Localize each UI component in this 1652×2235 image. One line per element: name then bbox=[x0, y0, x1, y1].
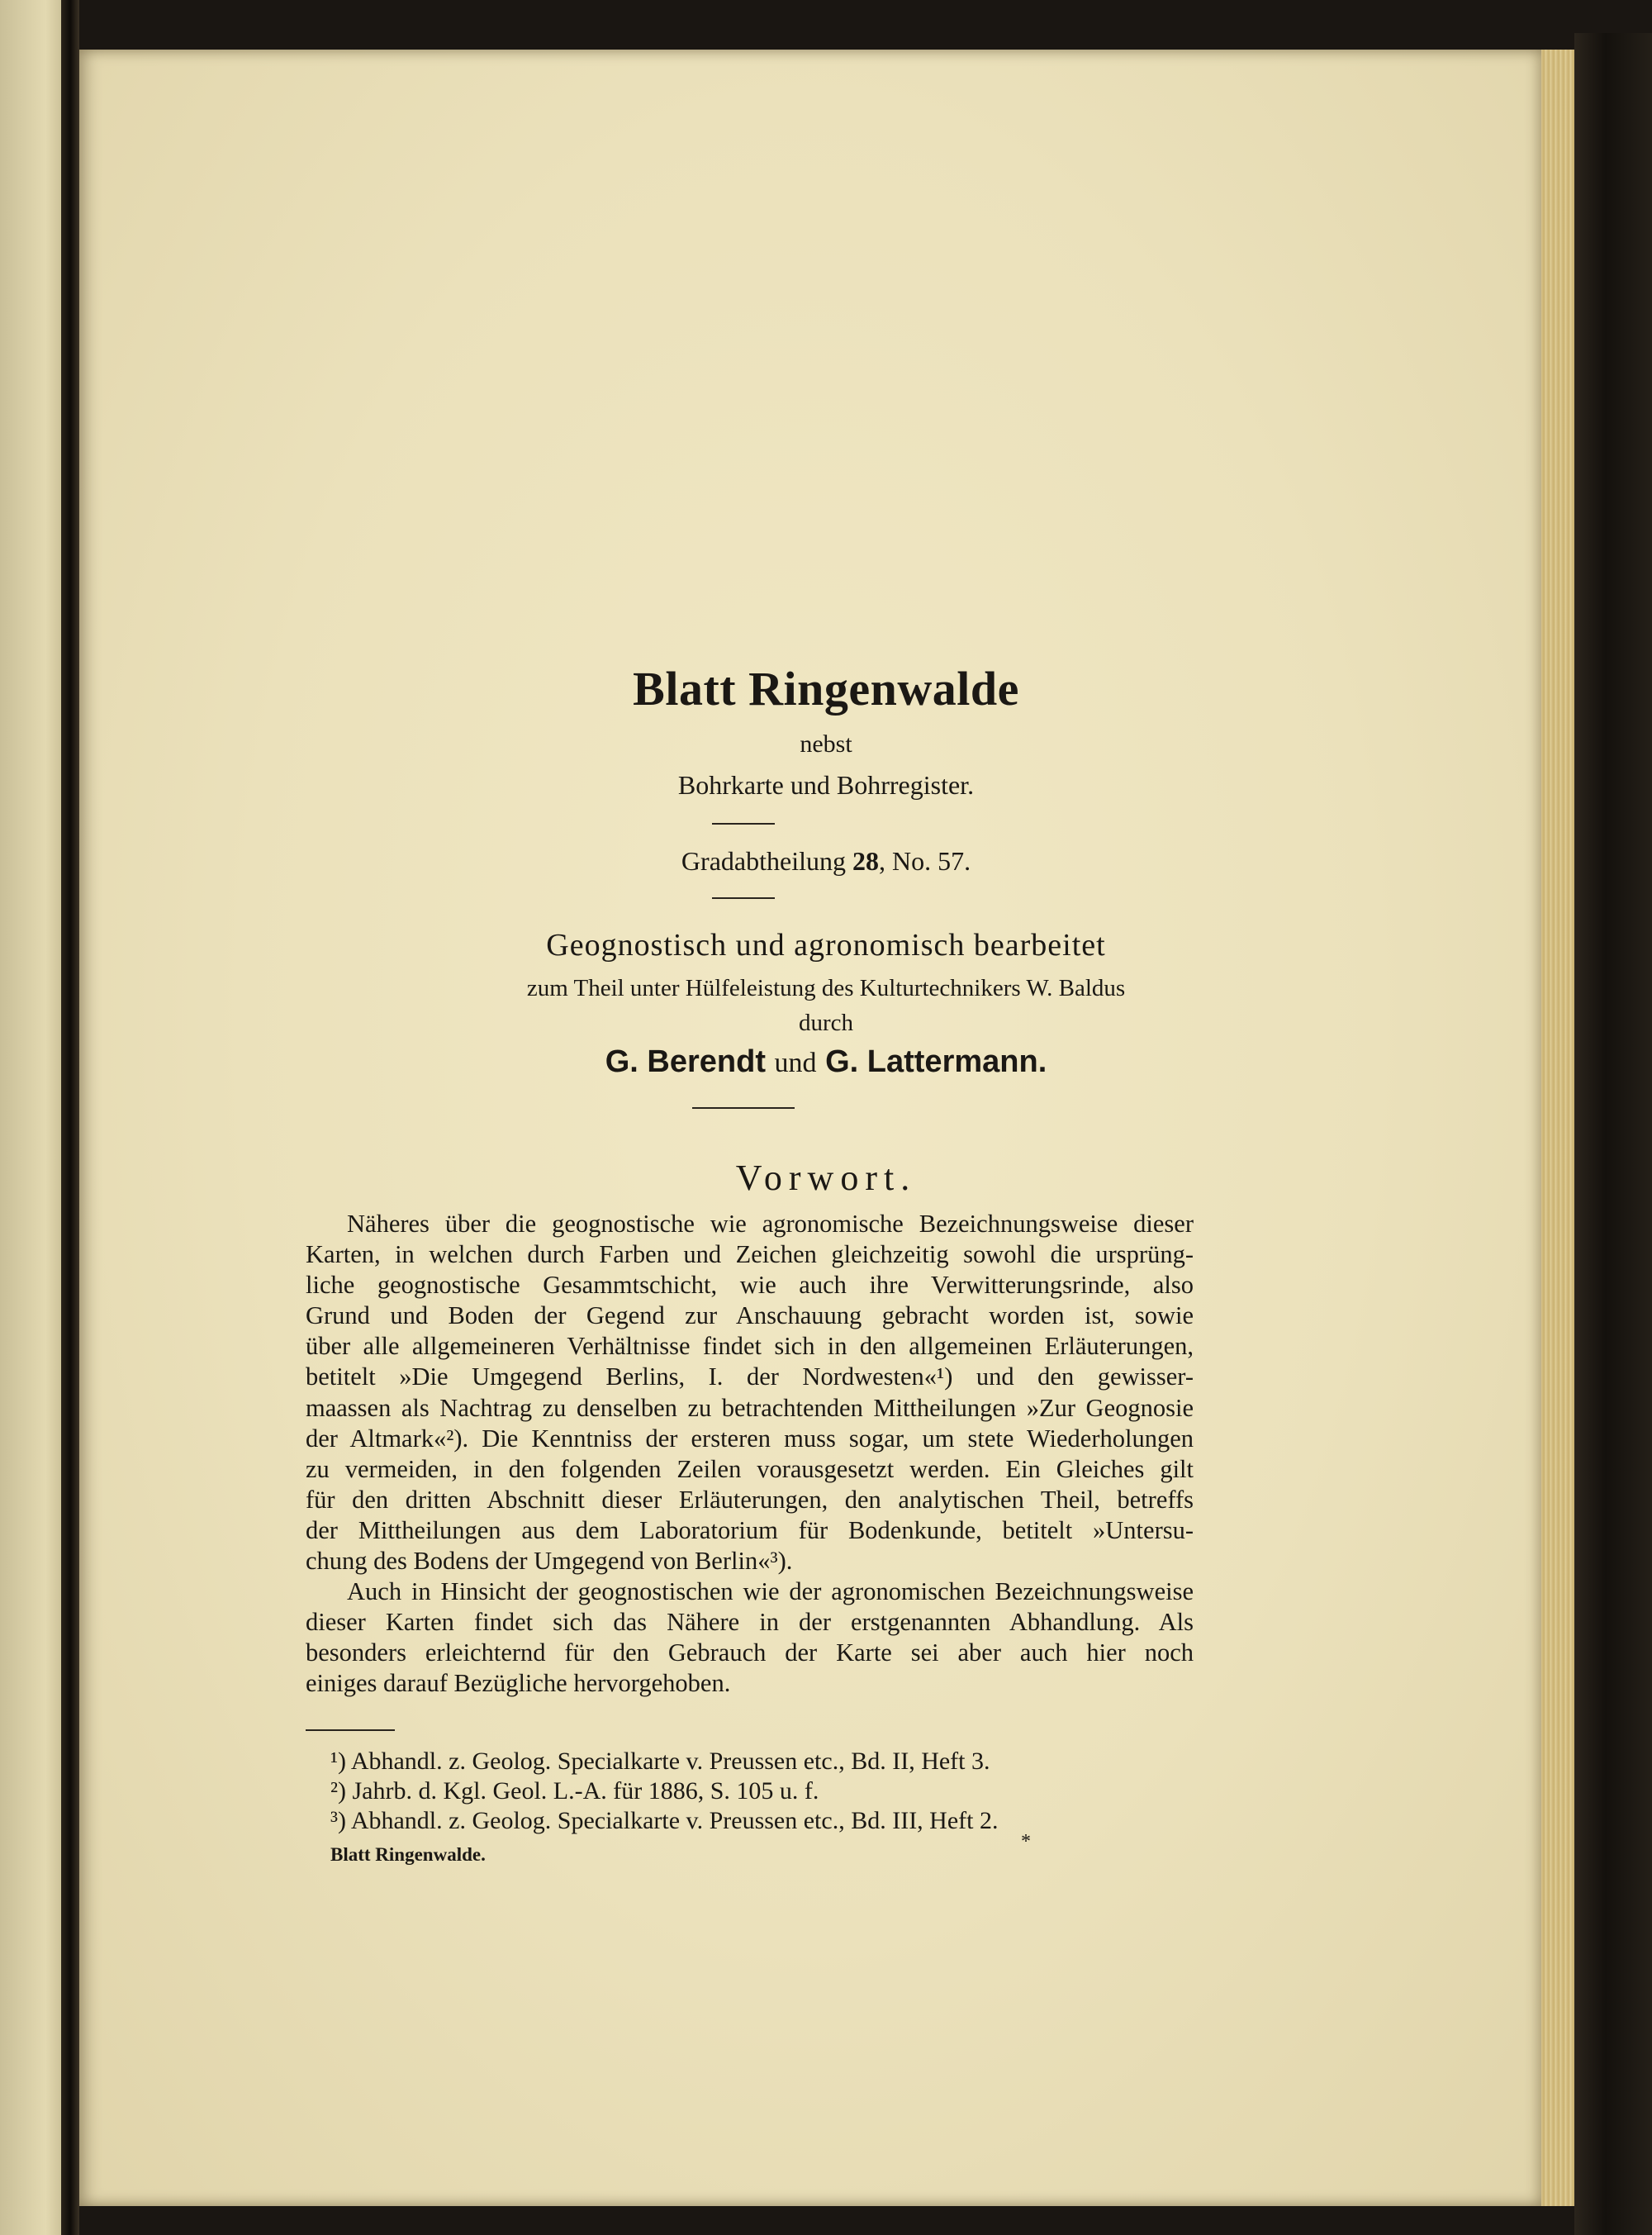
para1-line: chung des Bodens der Umgegend von Berlin«³). bbox=[306, 1547, 793, 1576]
para1-line: liche geognostische Gesammtschicht, wie auch ihre Verwitterungsrinde, also bbox=[306, 1271, 1194, 1300]
vorwort-paragraph-1 bbox=[306, 1209, 1194, 1576]
page-block-edge bbox=[1541, 50, 1574, 2206]
gradabtheilung-line bbox=[0, 846, 1652, 877]
authors-line bbox=[0, 1044, 1652, 1080]
footnotes bbox=[330, 1747, 999, 1836]
author-lattermann: G. Lattermann. bbox=[825, 1044, 1047, 1079]
grad-suffix: , No. 57. bbox=[878, 846, 971, 876]
para2-line: dieser Karten findet sich das Nähere in der erstgenannten Abhandlung. Als bbox=[306, 1608, 1194, 1637]
signature-line: Blatt Ringenwalde. bbox=[330, 1844, 486, 1865]
divider-3 bbox=[692, 1107, 795, 1109]
para2-line: besonders erleichternd für den Gebrauch der Karte sei aber auch hier noch bbox=[306, 1638, 1194, 1667]
durch-line: durch bbox=[798, 1010, 854, 1036]
para2-line: einiges darauf Bezügliche hervorgehoben. bbox=[306, 1669, 731, 1698]
vorwort-paragraph-2 bbox=[306, 1576, 1194, 1699]
divider-1 bbox=[712, 823, 775, 825]
hulfeleistung-line: zum Theil unter Hülfeleistung des Kulturtechnikers W. Baldus bbox=[526, 975, 1126, 1001]
para1-line: Grund und Boden der Gegend zur Anschauung gebracht worden ist, sowie bbox=[306, 1301, 1194, 1330]
para1-line: Karten, in welchen durch Farben und Zeichen gleichzeitig sowohl die ursprüng- bbox=[306, 1240, 1194, 1269]
subtitle-nebst: nebst bbox=[800, 730, 852, 758]
grad-prefix: Gradabtheilung bbox=[681, 846, 852, 876]
para2-line: Auch in Hinsicht der geognostischen wie der agronomischen Bezeichnungsweise bbox=[347, 1577, 1194, 1605]
authors-und: und bbox=[774, 1048, 817, 1078]
vorwort-heading: Vorwort. bbox=[735, 1158, 917, 1198]
para1-line: maassen als Nachtrag zu denselben zu betrachtenden Mittheilungen »Zur Geognosie bbox=[306, 1393, 1194, 1422]
footnote-3: ³) Abhandl. z. Geolog. Specialkarte v. Preussen etc., Bd. III, Heft 2. bbox=[330, 1807, 999, 1834]
footnote-2: ²) Jahrb. d. Kgl. Geol. L.-A. für 1886, S. 105 u. f. bbox=[330, 1777, 819, 1805]
signature-mark: * bbox=[1021, 1831, 1031, 1852]
page-sheet bbox=[79, 50, 1541, 2206]
grad-number: 28 bbox=[852, 846, 879, 876]
book-spine bbox=[61, 0, 79, 2235]
footnote-1: ¹) Abhandl. z. Geolog. Specialkarte v. Preussen etc., Bd. II, Heft 3. bbox=[330, 1748, 990, 1775]
page-title: Blatt Ringenwalde bbox=[633, 662, 1019, 716]
para1-line: über alle allgemeineren Verhältnisse findet sich in den allgemeinen Erläuterungen, bbox=[306, 1332, 1194, 1361]
para1-line: betitelt »Die Umgegend Berlins, I. der Nordwesten«¹) und den gewisser- bbox=[306, 1362, 1194, 1391]
subtitle-bohrkarte: Bohrkarte und Bohrregister. bbox=[677, 770, 975, 800]
book-cover bbox=[1574, 33, 1652, 2235]
author-berendt: G. Berendt bbox=[605, 1044, 766, 1079]
para1-line: Näheres über die geognostische wie agronomische Bezeichnungsweise dieser bbox=[347, 1210, 1194, 1238]
para1-line: zu vermeiden, in den folgenden Zeilen vorausgesetzt werden. Ein Gleiches gilt bbox=[306, 1454, 1194, 1483]
para1-line: für den dritten Abschnitt dieser Erläuterungen, den analytischen Theil, betreffs bbox=[306, 1485, 1194, 1514]
bearbeitet-line: Geognostisch und agronomisch bearbeitet bbox=[546, 928, 1106, 963]
divider-2 bbox=[712, 897, 775, 899]
para1-line: der Altmark«²). Die Kenntniss der ersteren muss sogar, um stete Wiederholungen bbox=[306, 1424, 1194, 1453]
footnote-rule bbox=[306, 1729, 395, 1731]
para1-line: der Mittheilungen aus dem Laboratorium für Bodenkunde, betitelt »Untersu- bbox=[306, 1515, 1194, 1544]
